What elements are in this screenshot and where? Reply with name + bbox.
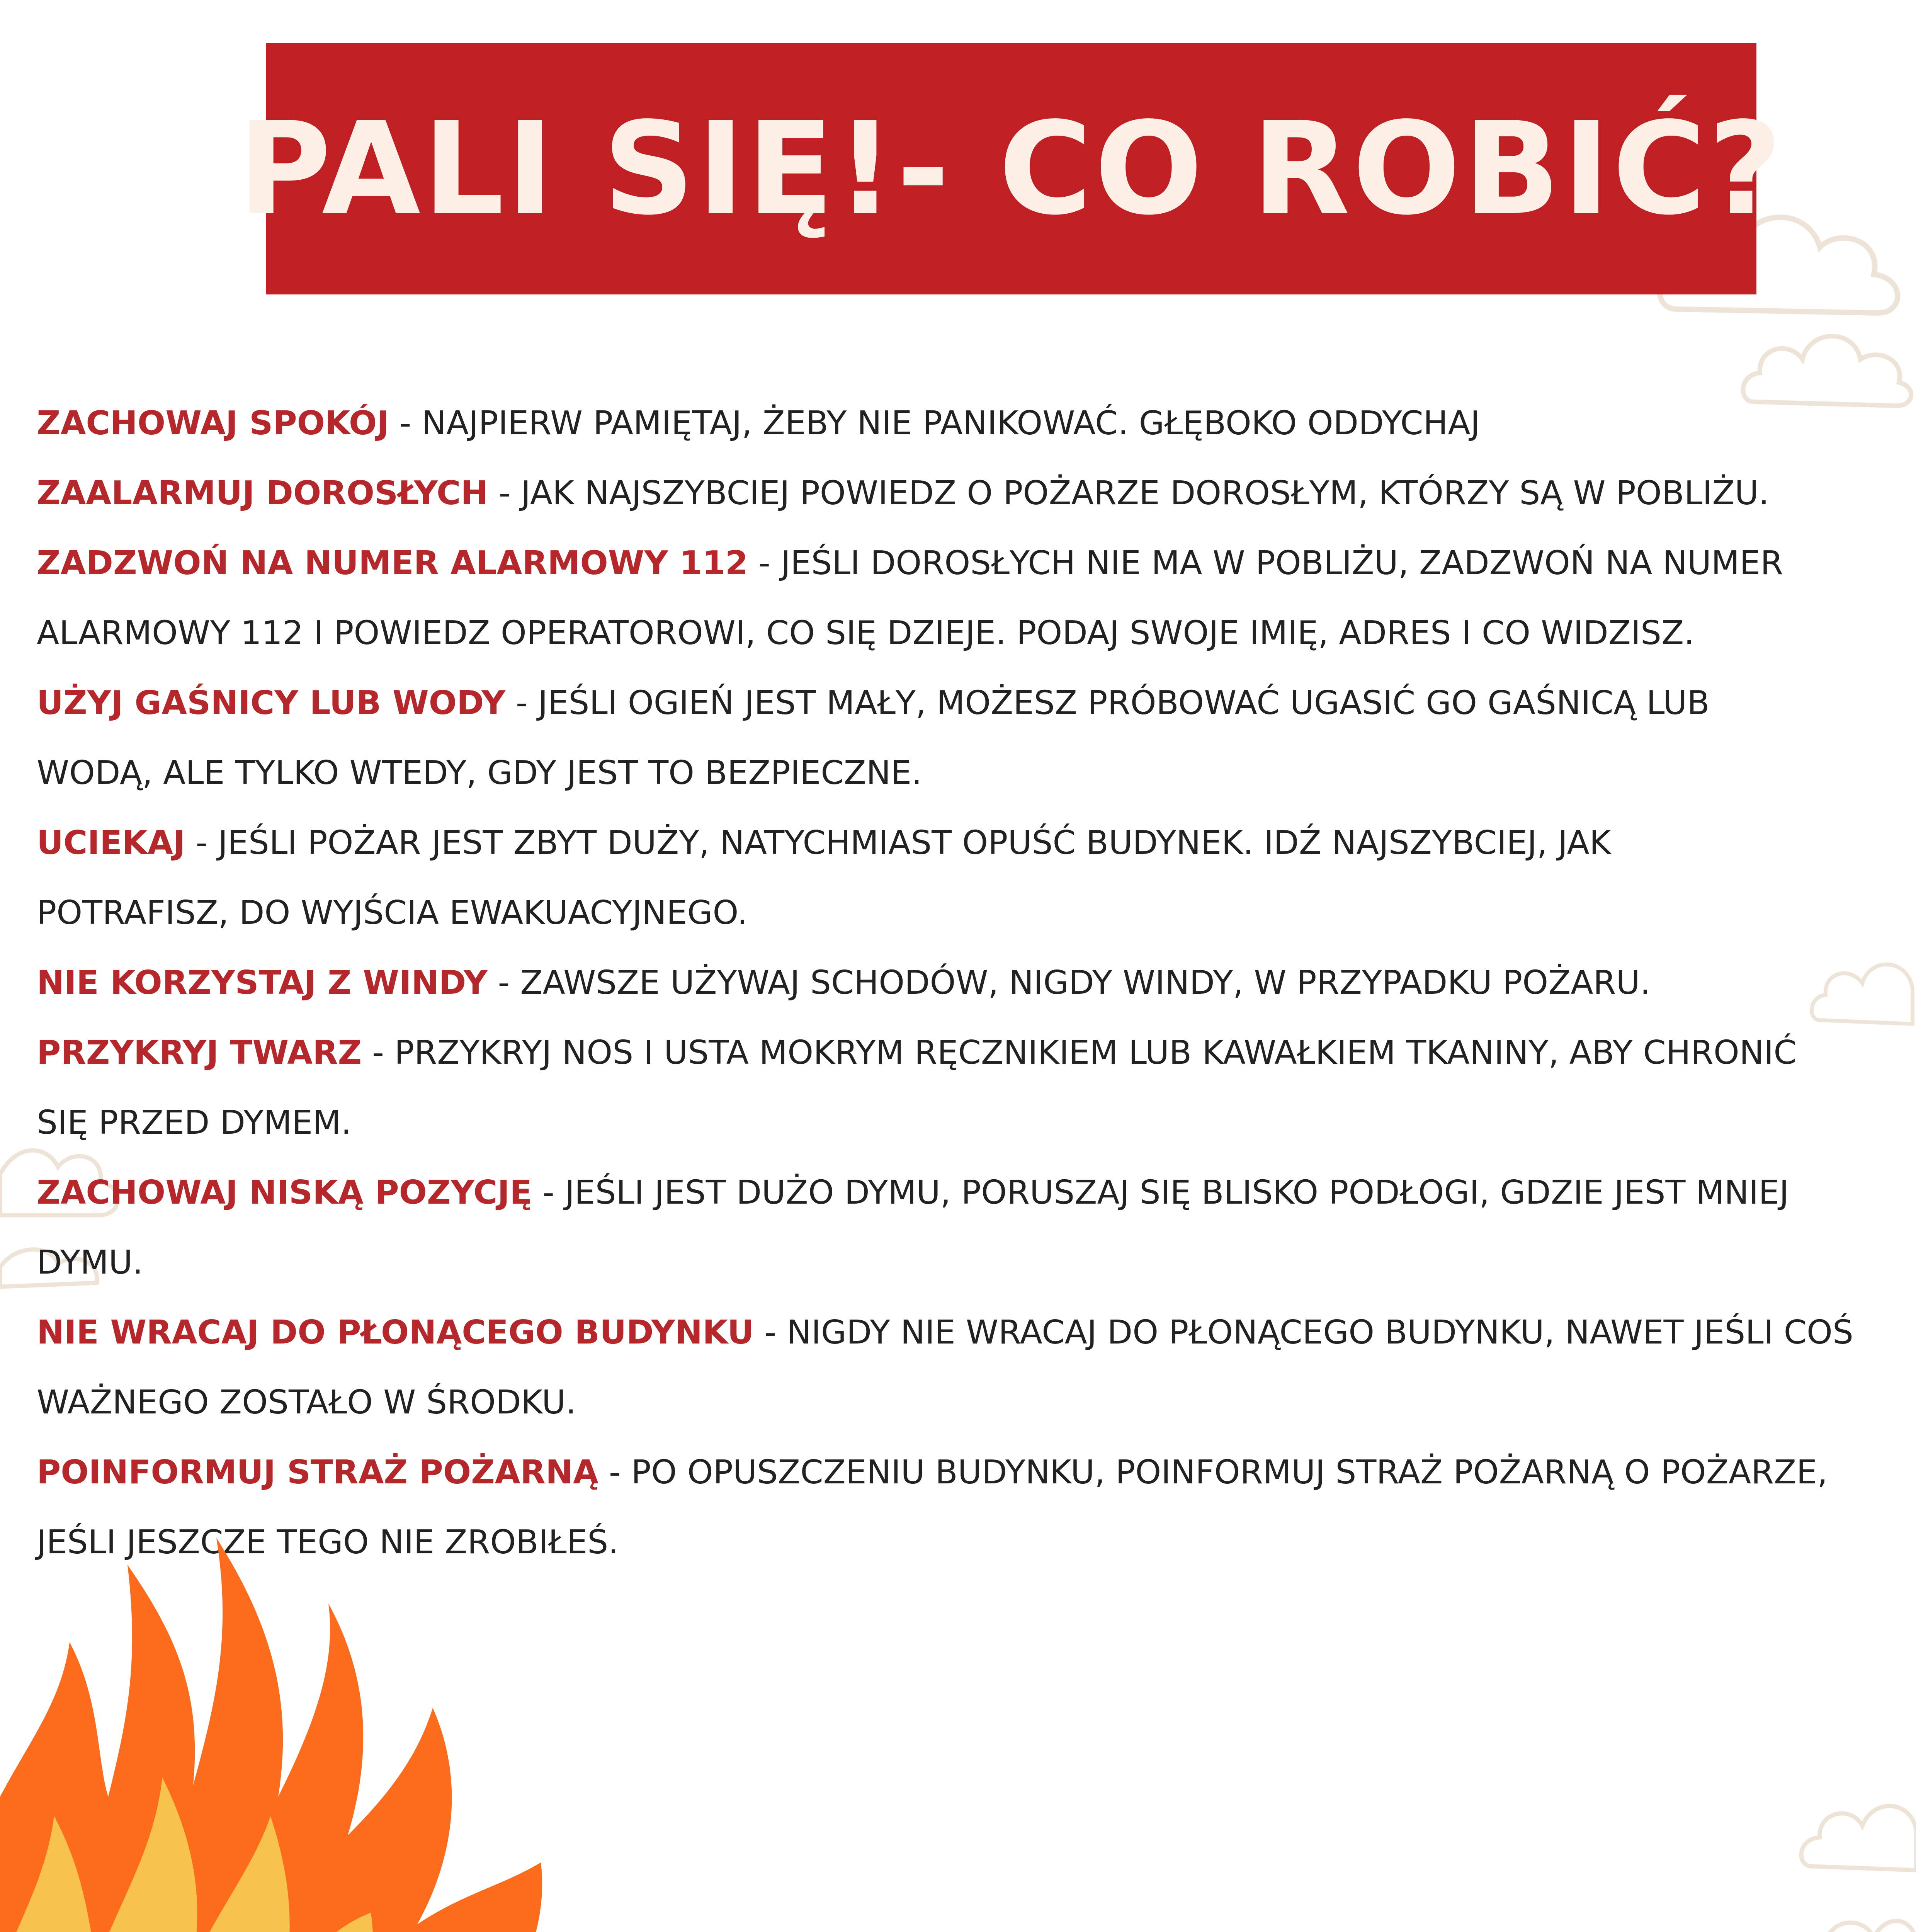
instruction-keyword: POINFORMUJ STRAŻ POŻARNĄ bbox=[37, 1453, 598, 1492]
instruction-text: - NIGDY NIE WRACAJ DO PŁONĄCEGO BUDYNKU, NAWET JEŚLI COŚ bbox=[754, 1313, 1853, 1352]
instruction-text: - JEŚLI OGIEŃ JEST MAŁY, MOŻESZ PRÓBOWAĆ UGASIĆ GO GAŚNICĄ LUB bbox=[505, 684, 1710, 722]
instruction-text: - ZAWSZE UŻYWAJ SCHODÓW, NIGDY WINDY, W PRZYPADKU POŻARU. bbox=[487, 964, 1651, 1002]
instruction-keyword: ZACHOWAJ NISKĄ POZYCJĘ bbox=[37, 1173, 532, 1212]
instruction-text: - JEŚLI POŻAR JEST ZBYT DUŻY, NATYCHMIAST OPUŚĆ BUDYNEK. IDŹ NAJSZYBCIEJ, JAK bbox=[185, 824, 1611, 862]
instruction-keyword: UŻYJ GAŚNICY LUB WODY bbox=[37, 684, 505, 722]
instruction-continuation: POTRAFISZ, DO WYJŚCIA EWAKUACYJNEGO. bbox=[37, 894, 748, 932]
instruction-continuation: SIĘ PRZED DYMEM. bbox=[37, 1104, 352, 1142]
instruction-text: - JAK NAJSZYBCIEJ POWIEDZ O POŻARZE DOROSŁYM, KTÓRZY SĄ W POBLIŻU. bbox=[488, 474, 1769, 512]
flames-icon bbox=[0, 1538, 580, 1932]
instruction-text: - PRZYKRYJ NOS I USTA MOKRYM RĘCZNIKIEM LUB KAWAŁKIEM TKANINY, ABY CHRONIĆ bbox=[362, 1034, 1797, 1072]
instruction-continuation: ALARMOWY 112 I POWIEDZ OPERATOROWI, CO SIĘ DZIEJE. PODAJ SWOJE IMIĘ, ADRES I CO WIDZISZ. bbox=[37, 614, 1695, 652]
page-title: PALI SIĘ!- CO ROBIĆ? bbox=[238, 95, 1785, 243]
instruction-continuation: WAŻNEGO ZOSTAŁO W ŚRODKU. bbox=[37, 1383, 576, 1422]
instruction-text: - PO OPUSZCZENIU BUDYNKU, POINFORMUJ STRAŻ POŻARNĄ O POŻARZE, bbox=[598, 1453, 1828, 1492]
instruction-text: - JEŚLI JEST DUŻO DYMU, PORUSZAJ SIĘ BLISKO PODŁOGI, GDZIE JEST MNIEJ bbox=[532, 1173, 1789, 1212]
instruction-keyword: ZAALARMUJ DOROSŁYCH bbox=[37, 474, 488, 512]
instruction-text: - JEŚLI DOROSŁYCH NIE MA W POBLIŻU, ZADZWOŃ NA NUMER bbox=[748, 544, 1783, 582]
instruction-continuation: WODĄ, ALE TYLKO WTEDY, GDY JEST TO BEZPIECZNE. bbox=[37, 754, 922, 792]
instruction-keyword: UCIEKAJ bbox=[37, 824, 185, 862]
instruction-continuation: JEŚLI JESZCZE TEGO NIE ZROBIŁEŚ. bbox=[37, 1523, 619, 1561]
instruction-keyword: ZADZWOŃ NA NUMER ALARMOWY 112 bbox=[37, 544, 748, 582]
instruction-keyword: PRZYKRYJ TWARZ bbox=[37, 1034, 362, 1072]
instruction-keyword: NIE KORZYSTAJ Z WINDY bbox=[37, 964, 488, 1002]
instruction-continuation: DYMU. bbox=[37, 1243, 143, 1282]
instruction-text: - NAJPIERW PAMIĘTAJ, ŻEBY NIE PANIKOWAĆ. GŁĘBOKO ODDYCHAJ bbox=[389, 404, 1480, 442]
instruction-keyword: NIE WRACAJ DO PŁONĄCEGO BUDYNKU bbox=[37, 1313, 754, 1352]
instruction-keyword: ZACHOWAJ SPOKÓJ bbox=[37, 404, 389, 442]
